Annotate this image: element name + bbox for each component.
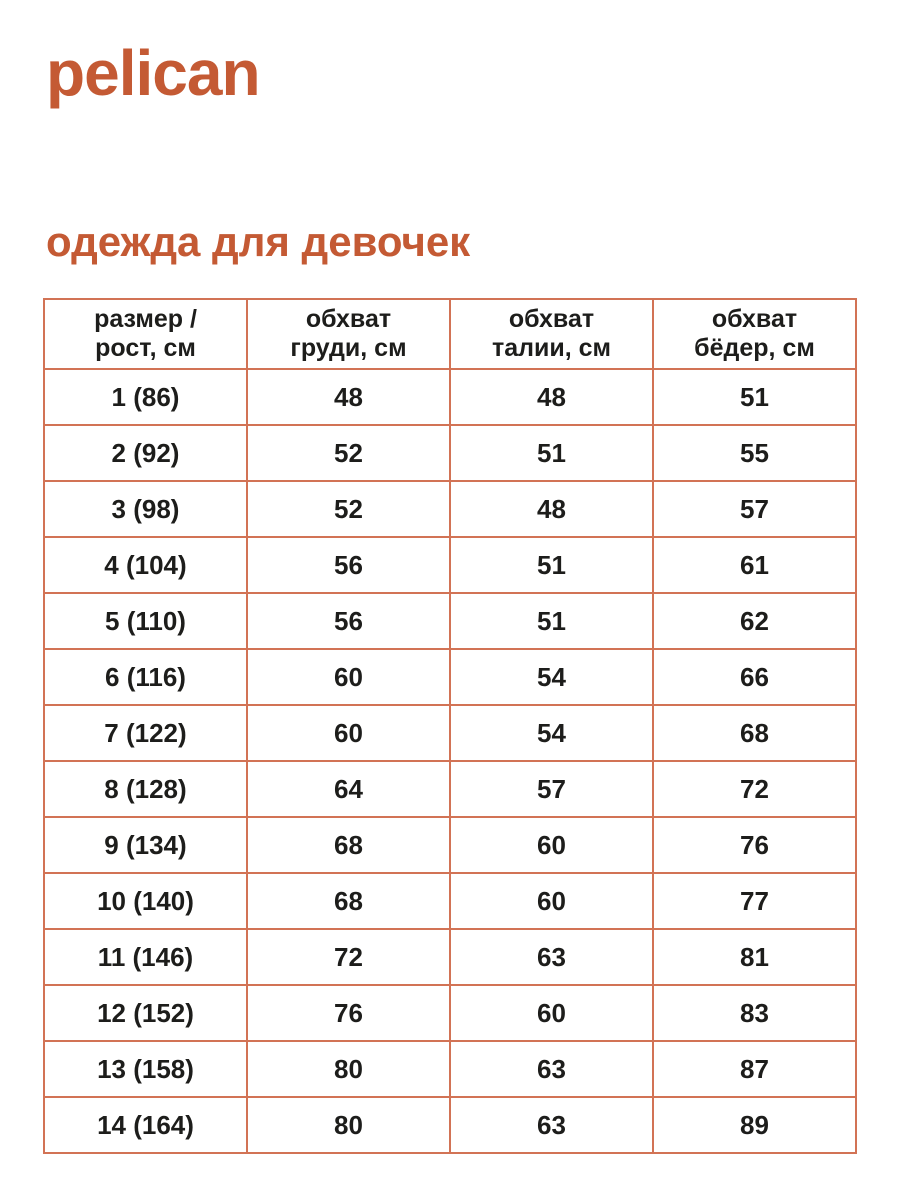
page-title: одежда для девочек — [46, 218, 471, 265]
table-cell-chest: 48 — [247, 369, 450, 425]
table-cell-size: 10 (140) — [44, 873, 247, 929]
table-cell-hips: 81 — [653, 929, 856, 985]
table-row — [44, 369, 856, 425]
col-header-hips-line2: бёдер, см — [694, 334, 815, 362]
table-cell-chest: 80 — [247, 1041, 450, 1097]
table-cell-hips: 51 — [653, 369, 856, 425]
table-cell-waist: 51 — [450, 425, 653, 481]
size-table — [43, 298, 857, 1154]
col-header-size — [44, 299, 247, 369]
table-cell-chest: 60 — [247, 649, 450, 705]
table-cell-hips: 68 — [653, 705, 856, 761]
col-header-size-line1: размер / — [94, 305, 197, 334]
table-cell-size: 6 (116) — [44, 649, 247, 705]
col-header-chest-line2: груди, см — [290, 334, 407, 362]
table-cell-hips: 62 — [653, 593, 856, 649]
table-cell-waist: 60 — [450, 873, 653, 929]
col-header-waist-line1: обхват — [508, 305, 595, 334]
table-cell-chest: 52 — [247, 481, 450, 537]
table-cell-waist: 48 — [450, 369, 653, 425]
table-cell-chest: 64 — [247, 761, 450, 817]
table-row — [44, 1041, 856, 1097]
table-cell-size: 8 (128) — [44, 761, 247, 817]
table-cell-hips: 66 — [653, 649, 856, 705]
table-cell-waist: 54 — [450, 705, 653, 761]
table-row — [44, 705, 856, 761]
table-cell-waist: 57 — [450, 761, 653, 817]
table-row — [44, 817, 856, 873]
table-cell-size: 3 (98) — [44, 481, 247, 537]
table-cell-hips: 76 — [653, 817, 856, 873]
table-cell-hips: 72 — [653, 761, 856, 817]
table-cell-size: 7 (122) — [44, 705, 247, 761]
table-cell-waist: 63 — [450, 1097, 653, 1153]
table-cell-hips: 83 — [653, 985, 856, 1041]
table-cell-waist: 51 — [450, 593, 653, 649]
table-cell-chest: 56 — [247, 537, 450, 593]
col-header-waist-line2: талии, см — [491, 334, 612, 362]
table-row — [44, 593, 856, 649]
table-row — [44, 1097, 856, 1153]
table-cell-size: 4 (104) — [44, 537, 247, 593]
table-cell-size: 13 (158) — [44, 1041, 247, 1097]
table-cell-hips: 61 — [653, 537, 856, 593]
table-cell-size: 9 (134) — [44, 817, 247, 873]
table-row — [44, 649, 856, 705]
table-cell-size: 12 (152) — [44, 985, 247, 1041]
table-cell-size: 5 (110) — [44, 593, 247, 649]
table-body — [44, 369, 856, 1153]
col-header-chest-line1: обхват — [305, 305, 392, 334]
table-cell-chest: 80 — [247, 1097, 450, 1153]
table-cell-waist: 63 — [450, 929, 653, 985]
col-header-waist — [450, 299, 653, 369]
table-row — [44, 481, 856, 537]
table-cell-size: 14 (164) — [44, 1097, 247, 1153]
table-cell-chest: 72 — [247, 929, 450, 985]
table-cell-size: 2 (92) — [44, 425, 247, 481]
table-cell-chest: 52 — [247, 425, 450, 481]
table-row — [44, 761, 856, 817]
table-row — [44, 425, 856, 481]
table-cell-chest: 68 — [247, 817, 450, 873]
table-row — [44, 873, 856, 929]
table-cell-hips: 57 — [653, 481, 856, 537]
table-cell-hips: 89 — [653, 1097, 856, 1153]
table-cell-waist: 51 — [450, 537, 653, 593]
col-header-chest — [247, 299, 450, 369]
table-cell-chest: 56 — [247, 593, 450, 649]
table-row — [44, 929, 856, 985]
col-header-hips-line1: обхват — [711, 305, 798, 334]
table-cell-waist: 63 — [450, 1041, 653, 1097]
table-header-row — [44, 299, 856, 369]
table-row — [44, 537, 856, 593]
table-cell-waist: 60 — [450, 817, 653, 873]
table-cell-hips: 87 — [653, 1041, 856, 1097]
table-cell-chest: 76 — [247, 985, 450, 1041]
table-cell-waist: 60 — [450, 985, 653, 1041]
col-header-size-line2: рост, см — [95, 334, 196, 362]
table-cell-size: 11 (146) — [44, 929, 247, 985]
col-header-hips — [653, 299, 856, 369]
table-cell-hips: 55 — [653, 425, 856, 481]
table-cell-waist: 48 — [450, 481, 653, 537]
table-row — [44, 985, 856, 1041]
table-cell-waist: 54 — [450, 649, 653, 705]
table-cell-chest: 60 — [247, 705, 450, 761]
table-cell-chest: 68 — [247, 873, 450, 929]
table-cell-size: 1 (86) — [44, 369, 247, 425]
brand-logo: pelican — [46, 37, 260, 109]
table-cell-hips: 77 — [653, 873, 856, 929]
